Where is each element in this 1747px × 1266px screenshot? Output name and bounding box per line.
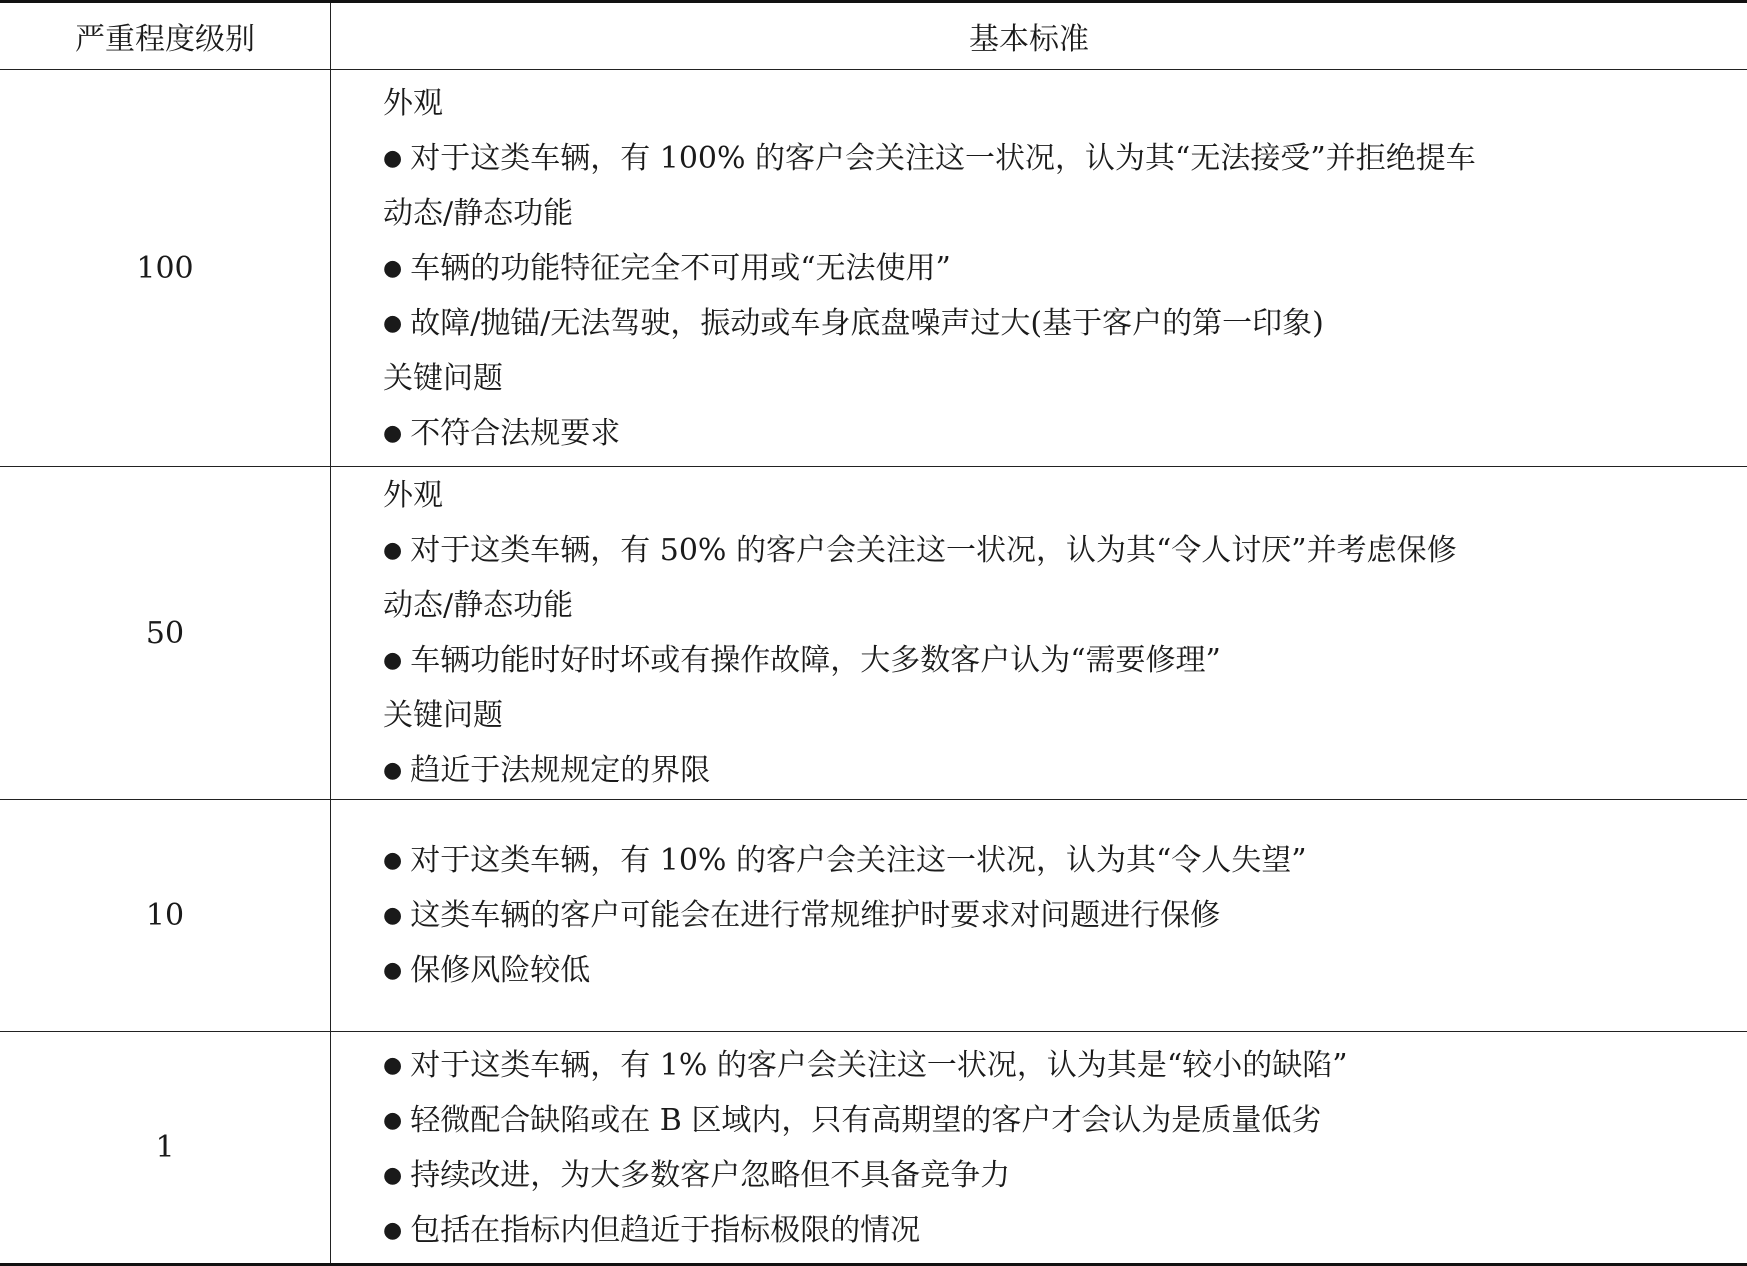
table-row [0, 799, 1747, 1031]
criteria-bullet: ● 这类车辆的客户可能会在进行常规维护时要求对问题进行保修 [383, 888, 1727, 943]
criteria-cell [331, 467, 1747, 799]
severity-level-cell: 50 [0, 467, 331, 799]
header-severity-level: 严重程度级别 [0, 3, 331, 69]
criteria-heading: 动态/静态功能 [383, 588, 574, 623]
criteria-bullet: ● 趋近于法规规定的界限 [383, 743, 1727, 798]
severity-level-cell: 100 [0, 70, 331, 466]
criteria-cell [331, 70, 1747, 466]
table-header [0, 3, 1747, 69]
criteria-heading: 动态/静态功能 [383, 195, 574, 231]
criteria-bullet: ● 不符合法规要求 [383, 406, 1727, 461]
criteria-cell [331, 1032, 1747, 1263]
criteria-bullet: ● 保修风险较低 [383, 943, 1727, 998]
table-row [0, 69, 1747, 466]
criteria-bullet: ● 车辆的功能特征完全不可用或“无法使用” [383, 241, 1727, 296]
criteria-bullet: ● 对于这类车辆，有 100% 的客户会关注这一状况，认为其“无法接受”并拒绝提车 [383, 131, 1727, 186]
table-row [0, 466, 1747, 799]
criteria-heading: 关键问题 [383, 698, 503, 733]
criteria-bullet: ● 持续改进，为大多数客户忽略但不具备竞争力 [383, 1148, 1727, 1203]
criteria-heading: 外观 [383, 478, 443, 513]
criteria-heading: 外观 [383, 85, 443, 121]
criteria-bullet: ● 轻微配合缺陷或在 B 区域内，只有高期望的客户才会认为是质量低劣 [383, 1093, 1727, 1148]
criteria-bullet: ● 对于这类车辆，有 10% 的客户会关注这一状况，认为其“令人失望” [383, 833, 1727, 888]
severity-level-cell: 1 [0, 1032, 331, 1263]
criteria-cell [331, 800, 1747, 1031]
table-row [0, 1031, 1747, 1263]
header-basic-criteria: 基本标准 [969, 22, 1089, 57]
criteria-bullet: ● 车辆功能时好时坏或有操作故障，大多数客户认为“需要修理” [383, 633, 1727, 688]
severity-level-cell: 10 [0, 800, 331, 1031]
criteria-bullet: ● 包括在指标内但趋近于指标极限的情况 [383, 1203, 1727, 1258]
criteria-bullet: ● 对于这类车辆，有 50% 的客户会关注这一状况，认为其“令人讨厌”并考虑保修 [383, 523, 1727, 578]
criteria-bullet: ● 对于这类车辆，有 1% 的客户会关注这一状况，认为其是“较小的缺陷” [383, 1038, 1727, 1093]
criteria-bullet: ● 故障/抛锚/无法驾驶，振动或车身底盘噪声过大(基于客户的第一印象) [383, 296, 1727, 351]
criteria-heading: 关键问题 [383, 360, 503, 396]
